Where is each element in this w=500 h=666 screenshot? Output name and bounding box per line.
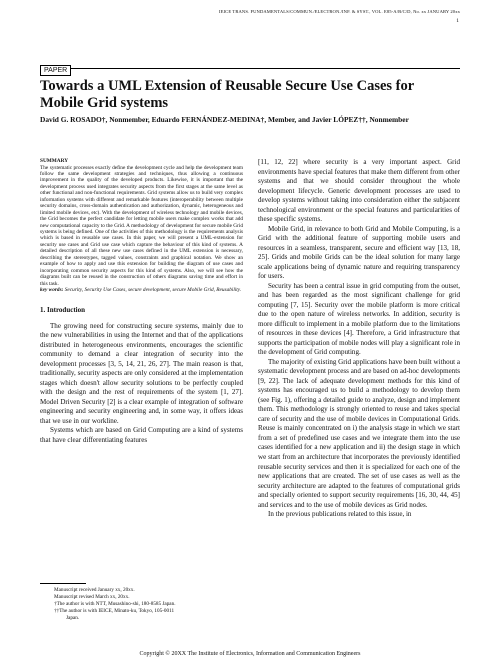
footnote-author-1: †The author is with NTT, Musashino-shi, 180-8585 Japan.	[54, 601, 176, 607]
footnote-rule	[40, 583, 86, 584]
summary-text: The systematic processes exactly define the development cycle and help the development team follow the same development strategies and techniques, thus allowing a continuous improvement in the quality of the developed products. Likewise, it is important that the development process used integrates security aspects from the first stages at the same level as other functional and non-functional requirements. Grid systems allow us to build very complex information systems with different and remarkable features (interoperability between multiple security domains, cross-domain authentication and authorization, dynamic, heterogeneous and limited mobile devices, etc). With the development of wireless technology and mobile devices, the Grid becomes the perfect candidate for letting mobile users make complex works that add new computational capacity to the Grid. A methodology of development for secure mobile Grid systems is being defined. One of the activities of this methodology is the requirements analysis which is based in reusable use cases. In this paper, we will present a UML-extension for security use cases and Grid use case which capture the behaviour of this kind of systems. A detailed description of all these new use cases defined in the UML extension is necessary, describing the stereotypes, tagged values, constraints and graphical notation. We show an example of how to apply and use this extension for building the diagram of use cases and incorporating common security aspects for this kind of systems. Also, we will see how the diagrams built can be reused in the construction of others diagrams saving time and effort in this task.	[40, 164, 243, 287]
right-paragraph-2: Mobile Grid, in relevance to both Grid and Mobile Computing, is a Grid with the additional feature of supporting mobile users and resources in a seamless, transparent, secure and efficient way [13, 18, 25]. Grids and mobile Grids can be the ideal solution for many large scale applications being of dynamic nature and requiring transparency for users.	[258, 224, 460, 281]
journal-header: IEICE TRANS. FUNDAMENTALS/COMMUN./ELECTRON./INF. & SYST., VOL. E85-A/B/C/D, No. xx JANUARY 20xx	[219, 9, 460, 14]
footnotes	[40, 583, 243, 622]
top-rule	[40, 68, 460, 69]
footnote-received: Manuscript received January xx, 20xx.	[54, 587, 135, 593]
keywords	[40, 287, 243, 293]
author-line: David G. ROSADO†, Nonmember, Eduardo FERNÁNDEZ-MEDINA†, Member, and Javier LÓPEZ††, Nonmember	[40, 115, 409, 124]
footnote-author-2-cont: Japan.	[66, 615, 80, 621]
intro-paragraph-2: Systems which are based on Grid Computing are a kind of systems that have clear differentiating features	[40, 426, 243, 444]
summary-heading: SUMMARY	[40, 158, 69, 164]
footnote-revised: Manuscript revised March xx, 20xx.	[54, 594, 130, 600]
section-heading-introduction: 1. Introduction	[40, 305, 85, 314]
right-paragraph-1: [11, 12, 22] where security is a very important aspect. Grid environments have special features that make them different from other systems and that we should consider throughout the whole development lifecycle. Generic development processes are used to develop systems without taking into consideration either the subjacent technological environment or the special features and particularities of these specific systems.	[258, 158, 460, 224]
right-paragraph-3: Security has been a central issue in grid computing from the outset, and has been regarded as the most significant challenge for grid computing [7, 15]. Security over the mobile platform is more critical due to the open nature of wireless networks. In addition, security is more difficult to implement in a mobile platform due to the limitations of resources in these devices [4]. Therefore, a Grid infrastructure that supports the participation of mobile nodes will play a significant role in the development of Grid computing.	[258, 281, 460, 357]
intro-paragraph-1: The growing need for constructing secure systems, mainly due to the new vulnerabilities in using the Internet and that of the applications distributed in heterogeneous environments, encourages the scientific community to demand a clear integration of security into the development processes [3, 5, 14, 21, 26, 27]. The main reason is that, traditionally, security aspects are only considered at the implementation stages which doesn't allow security solutions to be perfectly coupled with the design and the rest of requirements of the system [1, 27]. Model Driven Security [2] is a clear example of integration of software engineering and security engineering and, in some way, it offers ideas that we use in our workline.	[40, 321, 243, 425]
right-column	[258, 158, 460, 520]
footnote-author-2: ††The author is with IEICE, Minato-ku, Tokyo, 105-0011	[54, 608, 175, 614]
paper-title: Towards a UML Extension of Reusable Secure Use Cases for Mobile Grid systems	[40, 78, 414, 111]
page-number: 1	[456, 18, 459, 24]
right-paragraph-4: The majority of existing Grid applications have been built without a systematic development process and are based on ad-hoc developments [9, 22]. The lack of adequate development methods for this kind of systems has encouraged us to build a methodology to develop them (see Fig. 1), offering a detailed guide to analyze, design and implement them. This methodology is strongly oriented to reuse and takes special care of security and the use of mobile devices in Computational Grids. Reuse is mainly concentrated on i) the analysis stage in which we start from a set of predefined use cases and we integrate them into the use cases identified for a new application and ii) the design stage in which we start from an architecture that incorporates the previously identified reusable security services and then it is specialized for each one of the new applications that are created. The set of use cases as well as the security architecture are adapted to the features of computational grids and specially oriented to support security requirements [16, 30, 44, 45] and services and to the use of mobile devices as Grid nodes.	[258, 357, 460, 509]
left-column	[40, 158, 243, 445]
copyright-footer: Copyright © 20XX The Institute of Electronics, Information and Communication Engineers	[139, 651, 361, 657]
right-paragraph-5: In the previous publications related to this issue, in	[268, 510, 412, 519]
section-tag: PAPER	[40, 65, 71, 76]
keywords-label: key words:	[40, 287, 64, 294]
keywords-text: Security, Security Use Cases, secure development, secure Mobile Grid, Reusability.	[63, 287, 242, 294]
